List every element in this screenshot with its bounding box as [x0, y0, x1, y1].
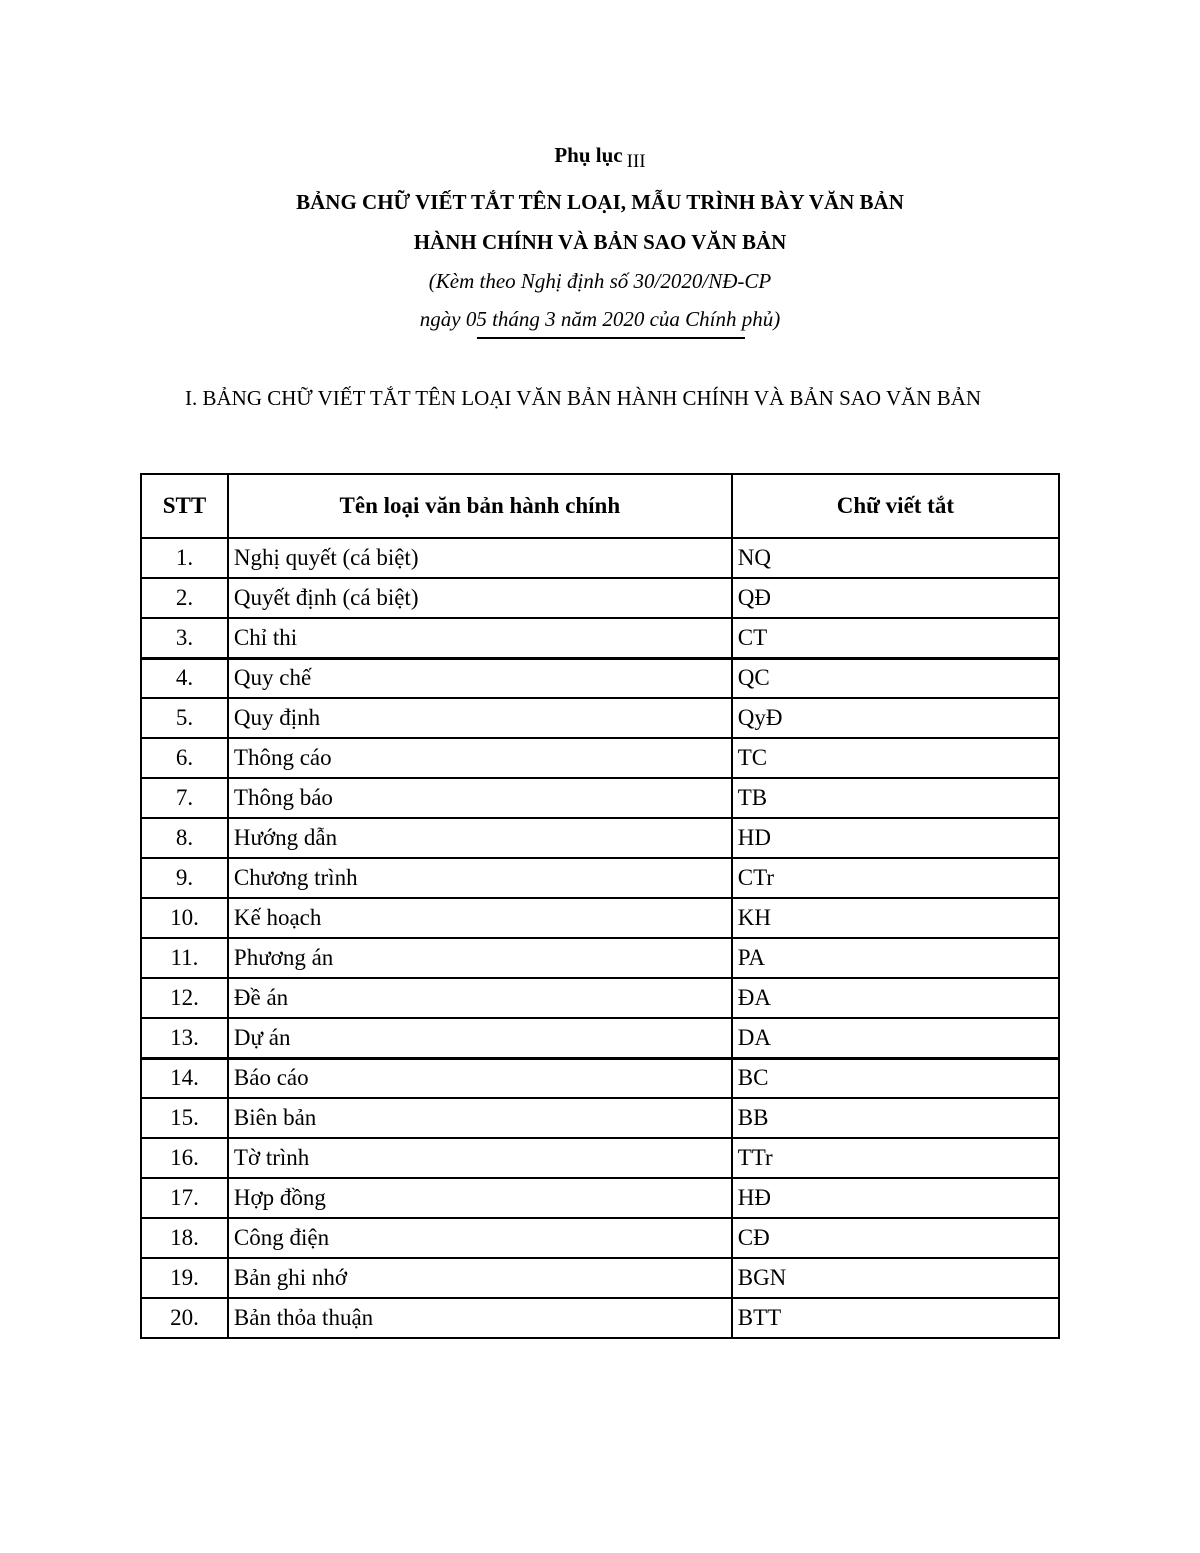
row-abbreviation: KH [732, 898, 1059, 938]
main-title-line-1: BẢNG CHỮ VIẾT TẮT TÊN LOẠI, MẪU TRÌNH BÀY VĂN BẢN [296, 190, 904, 214]
table-row [141, 1018, 1059, 1058]
table-row [141, 658, 1059, 698]
row-document-type: Chỉ thi [228, 618, 732, 658]
row-abbreviation: QyĐ [732, 698, 1059, 738]
section-heading: I. BẢNG CHỮ VIẾT TẮT TÊN LOẠI VĂN BẢN HÀNH CHÍNH VÀ BẢN SAO VĂN BẢN [185, 386, 982, 410]
row-stt: 8. [141, 818, 228, 858]
header-document-type: Tên loại văn bản hành chính [228, 474, 732, 538]
row-document-type: Thông cáo [228, 738, 732, 778]
row-document-type: Dự án [228, 1018, 732, 1058]
row-abbreviation: HĐ [732, 1178, 1059, 1218]
row-document-type: Phương án [228, 938, 732, 978]
title-divider [477, 337, 745, 339]
row-abbreviation: PA [732, 938, 1059, 978]
decree-note-line-2: ngày 05 tháng 3 năm 2020 của Chính phủ) [419, 307, 781, 331]
row-abbreviation: CĐ [732, 1218, 1059, 1258]
appendix-label: Phụ lục [554, 143, 623, 167]
table-row [141, 1258, 1059, 1298]
table-row [141, 938, 1059, 978]
row-stt: 13. [141, 1018, 228, 1058]
main-title-line-2: HÀNH CHÍNH VÀ BẢN SAO VĂN BẢN [413, 230, 787, 254]
table-row [141, 1138, 1059, 1178]
row-stt: 12. [141, 978, 228, 1018]
appendix-number: III [626, 151, 646, 172]
row-document-type: Tờ trình [228, 1138, 732, 1178]
row-stt: 3. [141, 618, 228, 658]
row-document-type: Biên bản [228, 1098, 732, 1138]
row-document-type: Nghị quyết (cá biệt) [228, 538, 732, 578]
row-document-type: Quyết định (cá biệt) [228, 578, 732, 618]
table-row [141, 1058, 1059, 1098]
appendix-title [0, 143, 1200, 172]
row-document-type: Đề án [228, 978, 732, 1018]
row-abbreviation: BGN [732, 1258, 1059, 1298]
table-row [141, 978, 1059, 1018]
row-document-type: Công điện [228, 1218, 732, 1258]
row-document-type: Thông báo [228, 778, 732, 818]
header-stt: STT [141, 474, 228, 538]
row-stt: 7. [141, 778, 228, 818]
row-stt: 6. [141, 738, 228, 778]
table-row [141, 578, 1059, 618]
row-stt: 14. [141, 1058, 228, 1098]
table-row [141, 858, 1059, 898]
table-row [141, 538, 1059, 578]
row-document-type: Bản ghi nhớ [228, 1258, 732, 1298]
table-row [141, 1298, 1059, 1338]
decree-note-line-1: (Kèm theo Nghị định số 30/2020/NĐ-CP [428, 269, 772, 293]
row-abbreviation: NQ [732, 538, 1059, 578]
row-stt: 2. [141, 578, 228, 618]
table-row [141, 618, 1059, 658]
row-stt: 20. [141, 1298, 228, 1338]
row-document-type: Bản thỏa thuận [228, 1298, 732, 1338]
table-row [141, 778, 1059, 818]
header-abbreviation: Chữ viết tắt [732, 474, 1059, 538]
table-row [141, 738, 1059, 778]
row-document-type: Báo cáo [228, 1058, 732, 1098]
row-document-type: Hợp đồng [228, 1178, 732, 1218]
row-document-type: Chương trình [228, 858, 732, 898]
row-abbreviation: CTr [732, 858, 1059, 898]
table-row [141, 1218, 1059, 1258]
row-abbreviation: TTr [732, 1138, 1059, 1178]
table-row [141, 698, 1059, 738]
row-stt: 17. [141, 1178, 228, 1218]
abbreviation-table [140, 473, 1060, 1339]
row-abbreviation: BTT [732, 1298, 1059, 1338]
row-abbreviation: HD [732, 818, 1059, 858]
table-row [141, 1178, 1059, 1218]
row-document-type: Hướng dẫn [228, 818, 732, 858]
row-stt: 16. [141, 1138, 228, 1178]
row-abbreviation: TB [732, 778, 1059, 818]
table-header-row [141, 474, 1059, 538]
row-stt: 11. [141, 938, 228, 978]
row-abbreviation: CT [732, 618, 1059, 658]
row-abbreviation: QC [732, 658, 1059, 698]
row-document-type: Kế hoạch [228, 898, 732, 938]
table-row [141, 1098, 1059, 1138]
row-stt: 5. [141, 698, 228, 738]
row-abbreviation: BC [732, 1058, 1059, 1098]
row-stt: 19. [141, 1258, 228, 1298]
row-stt: 18. [141, 1218, 228, 1258]
row-document-type: Quy chế [228, 658, 732, 698]
row-abbreviation: BB [732, 1098, 1059, 1138]
row-abbreviation: ĐA [732, 978, 1059, 1018]
row-abbreviation: DA [732, 1018, 1059, 1058]
row-stt: 9. [141, 858, 228, 898]
row-stt: 1. [141, 538, 228, 578]
row-abbreviation: QĐ [732, 578, 1059, 618]
row-stt: 10. [141, 898, 228, 938]
row-document-type: Quy định [228, 698, 732, 738]
row-stt: 15. [141, 1098, 228, 1138]
row-stt: 4. [141, 658, 228, 698]
row-abbreviation: TC [732, 738, 1059, 778]
table-row [141, 818, 1059, 858]
table-row [141, 898, 1059, 938]
